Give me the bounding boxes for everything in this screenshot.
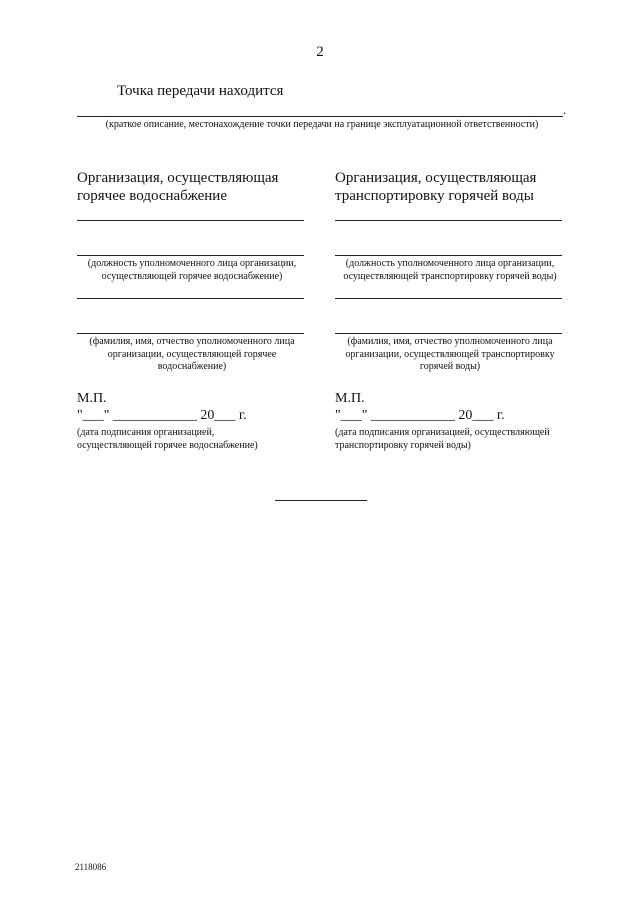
right-name-line — [335, 333, 562, 334]
right-name-caption: (фамилия, имя, отчество уполномоченного лица организации, осуществляющей транспортировку горячей воды) — [345, 336, 555, 372]
right-org-name-line — [335, 220, 562, 221]
transfer-point-line — [77, 116, 563, 117]
right-date-caption: (дата подписания организацией, осуществляющей транспортировку горячей воды) — [335, 427, 550, 451]
page-number: 2 — [316, 44, 324, 60]
right-position-caption: (должность уполномоченного лица организации, осуществляющей транспортировку горячей воды) — [343, 258, 557, 282]
left-stamp-label: М.П. — [77, 391, 107, 406]
transfer-point-title: Точка передачи находится — [117, 83, 284, 99]
left-org-name-line — [77, 220, 304, 221]
left-name-line — [77, 333, 304, 334]
left-org-heading-line1: Организация, осуществляющая — [77, 170, 279, 186]
right-position-line — [335, 255, 562, 256]
right-org-heading-line1: Организация, осуществляющая — [335, 170, 537, 186]
footer-code: 2118086 — [75, 862, 107, 872]
right-position-line-2 — [335, 298, 562, 299]
left-position-line — [77, 255, 304, 256]
closing-divider — [275, 500, 367, 501]
right-stamp-label: М.П. — [335, 391, 365, 406]
right-date-line: "___" ____________ 20___ г. — [335, 408, 505, 423]
left-position-caption: (должность уполномоченного лица организации, осуществляющей горячее водоснабжение) — [87, 258, 297, 282]
transfer-point-dot: . — [563, 102, 567, 117]
left-org-heading-line2: горячее водоснабжение — [77, 188, 227, 204]
left-position-line-2 — [77, 298, 304, 299]
left-date-line: "___" ____________ 20___ г. — [77, 408, 247, 423]
left-name-caption: (фамилия, имя, отчество уполномоченного лица организации, осуществляющей горячее водоснабжение) — [89, 336, 295, 372]
right-org-heading-line2: транспортировку горячей воды — [335, 188, 534, 204]
transfer-point-caption: (краткое описание, местонахождение точки передачи на границе эксплуатационной ответственности) — [105, 119, 539, 130]
left-date-caption: (дата подписания организацией, осуществляющей горячее водоснабжение) — [77, 427, 258, 451]
